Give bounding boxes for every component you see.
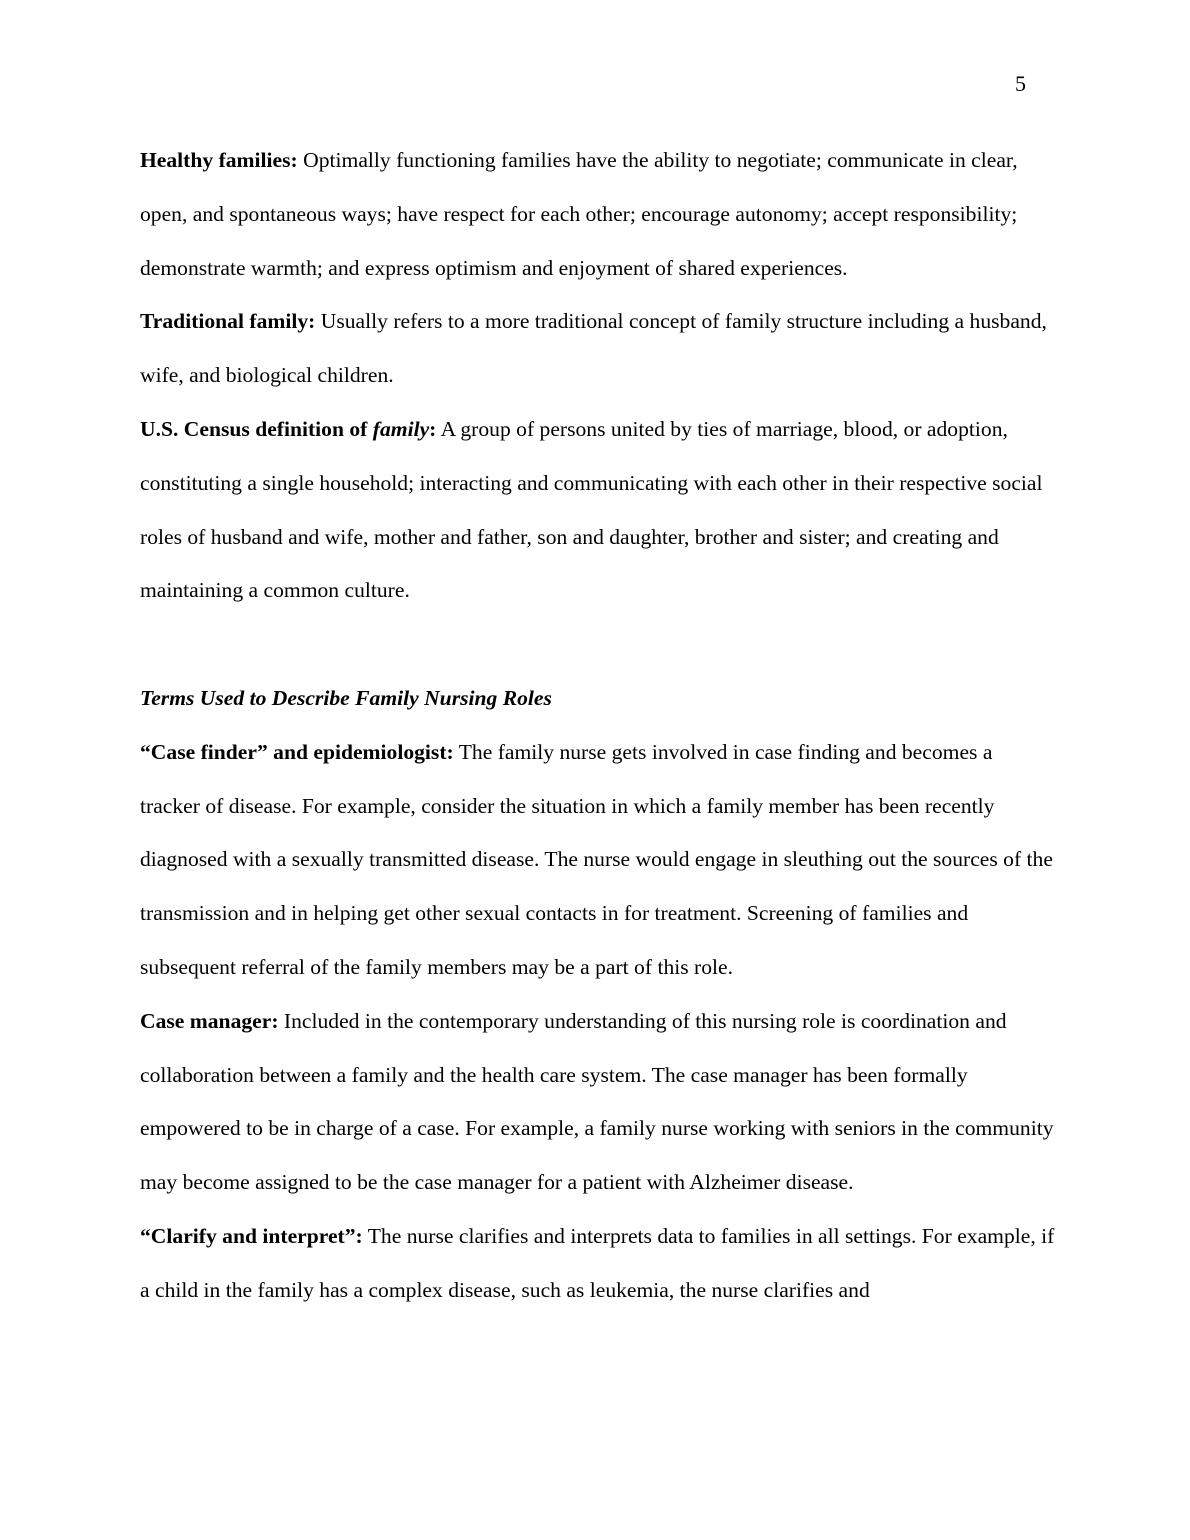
page-number: 5 [1015, 71, 1026, 96]
term-label: Case manager: [140, 1008, 279, 1033]
role-clarify-interpret [140, 1210, 1055, 1318]
term-label: “Clarify and interpret”: [140, 1223, 363, 1248]
term-body: The family nurse gets involved in case finding and becomes a tracker of disease. For example, consider the situation in which a family member has been recently diagnosed with a sexually transmitted disease. The nurse would engage in sleuthing out the sources of the transmission and in helping get other sexual contacts in for treatment. Screening of families and subsequent referral of the family members may be a part of this role. [140, 739, 1053, 979]
section-spacer [140, 618, 1055, 672]
term-label: Healthy families: [140, 148, 298, 172]
term-label-emphasis: family [372, 416, 430, 441]
definition-traditional-family [140, 295, 1055, 403]
term-body: Included in the contemporary understanding of this nursing role is coordination and collaboration between a family and the health care system. The case manager has been formally empowered to be in charge of a case. For example, a family nurse working with seniors in the community may become assigned to be the case manager for a patient with Alzheimer disease. [140, 1008, 1054, 1195]
role-case-finder [140, 726, 1055, 995]
definition-us-census-family [140, 403, 1055, 618]
term-label-prefix: U.S. Census definition of [140, 416, 373, 441]
definition-healthy-families [140, 134, 1055, 295]
term-body: A group of persons united by ties of marriage, blood, or adoption, constituting a single household; interacting and communicating with each other in their respective social roles of husband and wife, mother and father, son and daughter, brother and sister; and creating and maintaining a common culture. [140, 416, 1043, 603]
term-body: Usually refers to a more traditional concept of family structure including a husband, wife, and biological children. [140, 309, 1047, 388]
term-label: “Case finder” and epidemiologist: [140, 739, 454, 764]
term-label: Traditional family: [140, 309, 316, 334]
term-body: The nurse clarifies and interprets data to families in all settings. For example, if a child in the family has a complex disease, such as leukemia, the nurse clarifies and [140, 1223, 1055, 1302]
term-label-suffix: : [429, 416, 437, 441]
document-body [140, 134, 1055, 1318]
term-body: Optimally functioning families have the ability to negotiate; communicate in clear, open, and spontaneous ways; have respect for each other; encourage autonomy; accept responsibility; demonstrate warmth; and express optimism and enjoyment of shared experiences. [140, 148, 1018, 280]
section-heading: Terms Used to Describe Family Nursing Roles [140, 685, 552, 710]
role-case-manager [140, 995, 1055, 1210]
